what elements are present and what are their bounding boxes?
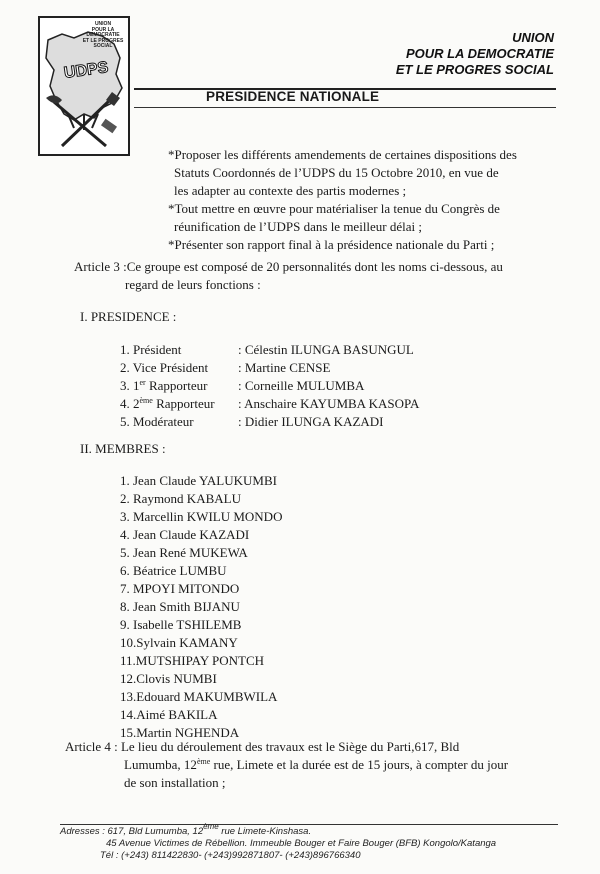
member-item: 9. Isabelle TSHILEMB	[120, 617, 242, 632]
bullet-1: *Proposer les différents amendements de certaines dispositions des	[168, 147, 517, 162]
article-4-sup: ème	[196, 757, 211, 766]
presidence-role	[120, 377, 238, 395]
bullet-1-cont-1: Statuts Coordonnés de l’UDPS du 15 Octobre 2010, en vue de	[174, 165, 499, 180]
bullet-1-cont-2: les adapter au contexte des partis modernes ;	[174, 183, 407, 198]
member-item: 15.Martin NGHENDA	[120, 725, 240, 740]
member-item: 3. Marcellin KWILU MONDO	[120, 509, 283, 524]
org-line-1: UNION	[512, 30, 554, 45]
member-item: 1. Jean Claude YALUKUMBI	[120, 473, 277, 488]
member-item: 8. Jean Smith BIJANU	[120, 599, 240, 614]
member-item: 6. Béatrice LUMBU	[120, 563, 227, 578]
presidence-row	[120, 377, 419, 395]
article-4	[65, 738, 508, 792]
section-membres-title: II. MEMBRES :	[80, 441, 166, 456]
org-line-3: ET LE PROGRES SOCIAL	[395, 62, 554, 77]
article-4-line-1: Article 4 : Le lieu du déroulement des travaux est le Siège du Parti,617, Bld	[65, 739, 460, 754]
article-4-line-2	[65, 756, 508, 774]
objectives-list	[168, 146, 517, 254]
presidence-row	[120, 341, 419, 359]
footer-line-2: 45 Avenue Victimes de Rébellion. Immeuble Bouger et Faire Bouger (BFB) Kongolo/Katanga	[106, 838, 497, 849]
member-item: 13.Edouard MAKUMBWILA	[120, 689, 278, 704]
presidence-rule	[134, 107, 556, 108]
organization-name	[396, 30, 554, 78]
article-4-line-2b: rue, Limete et la durée est de 15 jours, à compter du jour	[210, 757, 509, 772]
presidence-person-name: : Célestin ILUNGA BASUNGUL	[238, 342, 414, 357]
footer-line-1a: Adresses : 617, Bld Lumumba, 12	[60, 826, 204, 837]
footer-line-1b: rue Limete-Kinshasa.	[218, 826, 312, 837]
member-item: 5. Jean René MUKEWA	[120, 545, 248, 560]
presidence-role-label: Modérateur	[133, 414, 194, 429]
presidence-role-label: Président	[133, 342, 182, 357]
presidence-number: 3.	[120, 378, 130, 393]
bullet-2: *Tout mettre en œuvre pour matérialiser la tenue du Congrès de	[168, 201, 500, 216]
article-4-line-2a: Lumumba, 12	[124, 757, 197, 772]
member-item: 4. Jean Claude KAZADI	[120, 527, 250, 542]
footer-rule	[60, 824, 558, 825]
bullet-3: *Présenter son rapport final à la présidence nationale du Parti ;	[168, 237, 495, 252]
presidence-role-sup: ème	[139, 396, 153, 405]
presidence-person-name: : Didier ILUNGA KAZADI	[238, 414, 384, 429]
logo-small-text	[78, 22, 128, 50]
presidence-role	[120, 395, 238, 413]
member-item: 10.Sylvain KAMANY	[120, 635, 238, 650]
member-item: 14.Aimé BAKILA	[120, 707, 218, 722]
presidence-person-name: : Martine CENSE	[238, 360, 331, 375]
article-3	[74, 258, 503, 294]
presidence-role-rest: Rapporteur	[152, 396, 215, 411]
presidence-role-sup: er	[139, 378, 146, 387]
presidence-role-rest: Rapporteur	[145, 378, 208, 393]
logo-text-2: POUR LA DEMOCRATIE	[86, 26, 120, 38]
presidence-list	[120, 341, 419, 431]
presidence-person-name: : Corneille MULUMBA	[238, 378, 365, 393]
presidence-number: 1.	[120, 342, 130, 357]
logo-text-1: UNION	[94, 21, 112, 27]
presidence-number: 5.	[120, 414, 130, 429]
presidence-number: 4.	[120, 396, 130, 411]
article-4-line-3: de son installation ;	[124, 775, 226, 790]
member-item: 12.Clovis NUMBI	[120, 671, 217, 686]
footer-address	[60, 822, 497, 862]
member-item: 2. Raymond KABALU	[120, 491, 241, 506]
presidence-person-name: : Anschaire KAYUMBA KASOPA	[238, 396, 420, 411]
presidence-role	[120, 341, 238, 359]
presidence-row	[120, 359, 419, 377]
udps-logo	[38, 16, 130, 156]
presidence-role-label: Vice Président	[132, 360, 209, 375]
logo-acronym: UDPS	[62, 58, 110, 83]
footer-line-3: Tél : (+243) 811422830- (+243)992871807- (+243)896766340	[100, 850, 361, 861]
member-item: 7. MPOYI MITONDO	[120, 581, 240, 596]
presidence-role	[120, 413, 238, 431]
presidence-role-label: 2	[133, 396, 140, 411]
logo-text-3: ET LE PROGRES SOCIAL	[82, 37, 124, 49]
presidence-role	[120, 359, 238, 377]
org-line-2: POUR LA DEMOCRATIE	[405, 46, 554, 61]
member-item: 11.MUTSHIPAY PONTCH	[120, 653, 264, 668]
presidence-row	[120, 413, 419, 431]
article-3-line-2: regard de leurs fonctions :	[125, 277, 261, 292]
bullet-2-cont-1: réunification de l’UDPS dans le meilleur délai ;	[174, 219, 423, 234]
footer-line-1	[60, 822, 496, 838]
presidence-row	[120, 395, 419, 413]
article-3-line-1: Article 3 :Ce groupe est composé de 20 personnalités dont les noms ci-dessous, au	[74, 259, 503, 274]
presidence-title: PRESIDENCE NATIONALE	[206, 89, 380, 104]
section-presidence-title: I. PRESIDENCE :	[80, 309, 177, 324]
members-list	[120, 472, 282, 742]
presidence-role-label: 1	[133, 378, 140, 393]
presidence-number: 2.	[120, 360, 130, 375]
footer-sup: ème	[203, 822, 219, 831]
